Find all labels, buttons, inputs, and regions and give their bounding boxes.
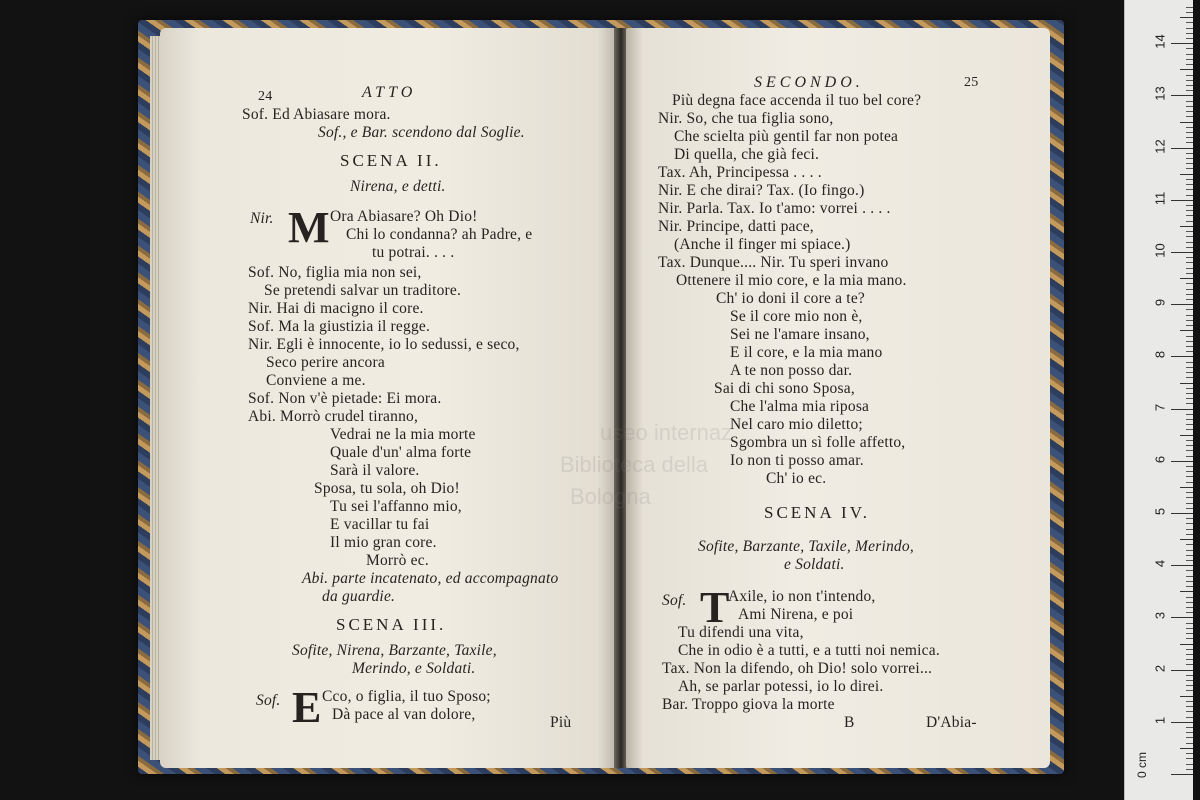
verse-line: Nel caro mio diletto; <box>730 416 863 433</box>
ruler-tick <box>1186 508 1193 509</box>
text-line: Sof. Ed Abiasare mora. <box>242 106 391 123</box>
ruler-tick <box>1186 523 1193 524</box>
ruler-tick <box>1171 95 1193 96</box>
stage-direction: Sofite, Barzante, Taxile, Merindo, <box>698 538 914 555</box>
ruler-tick <box>1186 247 1193 248</box>
ruler-tick <box>1186 685 1193 686</box>
text-line: Nir. Parla. Tax. Io t'amo: vorrei . . . . <box>658 200 891 217</box>
ruler-tick <box>1186 236 1193 237</box>
ruler-number: 10 <box>1152 243 1168 258</box>
ruler-tick <box>1180 591 1193 592</box>
verse-line: Quale d'un' alma forte <box>330 444 472 461</box>
ruler-tick <box>1186 482 1193 483</box>
ruler-tick <box>1186 325 1193 326</box>
ruler-tick <box>1171 670 1193 671</box>
stage-direction: e Soldati. <box>784 556 845 573</box>
watermark-line: Biblioteca della <box>560 452 708 477</box>
ruler-tick <box>1186 372 1193 373</box>
ruler-tick <box>1186 362 1193 363</box>
ruler-tick <box>1171 461 1193 462</box>
ruler-tick <box>1186 283 1193 284</box>
ruler-tick <box>1186 706 1193 707</box>
ruler-tick <box>1180 539 1193 540</box>
ruler-tick <box>1186 581 1193 582</box>
verse-line: E il core, e la mia mano <box>730 344 883 361</box>
scene-heading: SCENA II. <box>340 151 442 170</box>
ruler-tick <box>1186 737 1193 738</box>
ruler-tick <box>1186 586 1193 587</box>
ruler-tick <box>1186 127 1193 128</box>
watermark-line: useo internaz <box>600 420 733 445</box>
ruler-tick <box>1186 769 1193 770</box>
ruler-tick <box>1186 659 1193 660</box>
ruler-number: 7 <box>1152 403 1168 411</box>
ruler-tick <box>1186 299 1193 300</box>
ruler-tick <box>1186 294 1193 295</box>
ruler-tick <box>1186 555 1193 556</box>
ruler-tick <box>1186 628 1193 629</box>
text-line: Più degna face accenda il tuo bel core? <box>672 92 922 109</box>
ruler-tick <box>1186 158 1193 159</box>
ruler-tick <box>1186 576 1193 577</box>
verse-line: Ch' io doni il core a te? <box>716 290 865 307</box>
text-line: Tax. Non la difendo, oh Dio! solo vorrei... <box>662 660 933 677</box>
ruler-tick <box>1186 101 1193 102</box>
ruler-tick <box>1186 419 1193 420</box>
ruler-tick <box>1186 315 1193 316</box>
verse-line: Ch' io ec. <box>766 470 827 487</box>
ruler-tick <box>1186 503 1193 504</box>
ruler-tick <box>1180 174 1193 175</box>
left-page <box>160 28 616 768</box>
verse-line: Se il core mio non è, <box>730 308 863 325</box>
ruler-tick <box>1186 414 1193 415</box>
text-line: Ami Nirena, e poi <box>738 606 854 623</box>
ruler-number: 1 <box>1152 716 1168 724</box>
verse-line: E vacillar tu fai <box>330 516 430 533</box>
catchword: Più <box>550 714 572 731</box>
ruler-tick <box>1171 43 1193 44</box>
ruler-tick <box>1186 377 1193 378</box>
verse-line: Che l'alma mia riposa <box>730 398 870 415</box>
text-line: Ah, se parlar potessi, io lo direi. <box>678 678 884 695</box>
ruler-tick <box>1186 320 1193 321</box>
text-line: Nir. Egli è innocente, io lo sedussi, e seco, <box>248 336 520 353</box>
ruler-tick <box>1186 398 1193 399</box>
ruler-tick <box>1186 711 1193 712</box>
ruler-tick <box>1186 466 1193 467</box>
ruler-tick <box>1186 12 1193 13</box>
ruler-tick <box>1186 137 1193 138</box>
ruler-tick <box>1186 85 1193 86</box>
text-line: Bar. Troppo giova la morte <box>662 696 835 713</box>
text-line: Nir. E che dirai? Tax. (Io fingo.) <box>658 182 865 199</box>
ruler-tick <box>1186 550 1193 551</box>
ruler-tick <box>1186 309 1193 310</box>
ruler-tick <box>1186 336 1193 337</box>
text-line: Di quella, che già feci. <box>674 146 820 163</box>
ruler-tick <box>1186 456 1193 457</box>
ruler-tick <box>1171 304 1193 305</box>
ruler-tick <box>1171 409 1193 410</box>
ruler-tick <box>1186 28 1193 29</box>
ruler-tick <box>1186 231 1193 232</box>
ruler-tick <box>1186 163 1193 164</box>
ruler-tick <box>1180 696 1193 697</box>
ruler-tick <box>1180 17 1193 18</box>
ruler-tick <box>1186 33 1193 34</box>
stage-direction: da guardie. <box>322 588 396 605</box>
ruler-tick <box>1186 753 1193 754</box>
ruler-number: 6 <box>1152 455 1168 463</box>
ruler-tick <box>1186 257 1193 258</box>
verse-line: Sarà il valore. <box>330 462 420 479</box>
ruler-tick <box>1186 210 1193 211</box>
ruler-tick <box>1186 75 1193 76</box>
ruler-tick <box>1186 717 1193 718</box>
verse-line: Sposa, tu sola, oh Dio! <box>314 480 460 497</box>
stage-direction: Sof., e Bar. scendono dal Soglie. <box>318 124 525 141</box>
ruler-number: 5 <box>1152 507 1168 516</box>
ruler-tick <box>1180 383 1193 384</box>
text-line: Che in odio è a tutti, e a tutti noi nemica. <box>678 642 940 659</box>
ruler-number: 13 <box>1152 86 1168 102</box>
text-line: Tu difendi una vita, <box>678 624 804 641</box>
ruler-tick <box>1186 497 1193 498</box>
ruler-tick <box>1186 664 1193 665</box>
ruler-tick <box>1186 445 1193 446</box>
ruler-tick <box>1186 424 1193 425</box>
speaker: Nir. <box>250 210 274 227</box>
ruler-tick <box>1186 570 1193 571</box>
ruler-tick <box>1186 758 1193 759</box>
verse-line: A te non posso dar. <box>730 362 853 379</box>
verse-line: Sai di chi sono Sposa, <box>714 380 855 397</box>
ruler-tick <box>1186 654 1193 655</box>
verse-line: Morrò ec. <box>366 552 429 569</box>
ruler-tick <box>1186 534 1193 535</box>
verse-line: Sgombra un sì folle affetto, <box>730 434 906 451</box>
ruler-tick <box>1171 617 1193 618</box>
running-head-right: SECONDO. <box>754 74 864 91</box>
ruler-unit-label: 0 cm <box>1135 751 1150 779</box>
ruler-tick <box>1186 403 1193 404</box>
verse-line: Vedrai ne la mia morte <box>330 426 476 443</box>
ruler-tick <box>1186 440 1193 441</box>
ruler-tick <box>1186 638 1193 639</box>
ruler-number: 11 <box>1152 191 1168 206</box>
text-line: Tax. Ah, Principessa . . . . <box>658 164 822 181</box>
ruler-number: 4 <box>1152 560 1168 568</box>
ruler-tick <box>1180 435 1193 436</box>
ruler-tick <box>1171 722 1193 723</box>
stage-direction: Nirena, e detti. <box>350 178 446 195</box>
stage-direction: Merindo, e Soldati. <box>352 660 476 677</box>
ruler-tick <box>1186 393 1193 394</box>
ruler-tick <box>1186 518 1193 519</box>
ruler-tick <box>1186 351 1193 352</box>
ruler-tick <box>1186 602 1193 603</box>
ruler-tick <box>1186 48 1193 49</box>
ruler-tick <box>1186 612 1193 613</box>
scene-heading: SCENA III. <box>336 615 447 634</box>
ruler-tick <box>1186 195 1193 196</box>
ruler-tick <box>1186 289 1193 290</box>
text-line: Sof. No, figlia mia non sei, <box>248 264 422 281</box>
ruler-tick <box>1186 607 1193 608</box>
text-line: Cco, o figlia, il tuo Sposo; <box>322 688 491 705</box>
ruler-tick <box>1186 168 1193 169</box>
page-number-left: 24 <box>258 89 273 104</box>
ruler-tick <box>1186 22 1193 23</box>
measurement-ruler <box>1124 0 1193 800</box>
ruler-tick <box>1186 242 1193 243</box>
watermark-line: Bologna <box>570 484 651 509</box>
right-page <box>626 28 1050 768</box>
ruler-tick <box>1186 205 1193 206</box>
ruler-tick <box>1186 346 1193 347</box>
catchword: D'Abia- <box>926 714 977 731</box>
text-line: Nir. So, che tua figlia sono, <box>658 110 834 127</box>
ruler-tick <box>1186 189 1193 190</box>
ruler-tick <box>1186 429 1193 430</box>
ruler-tick <box>1186 184 1193 185</box>
ruler-tick <box>1171 565 1193 566</box>
verse-line: Io non ti posso amar. <box>730 452 864 469</box>
ruler-tick <box>1180 748 1193 749</box>
ruler-tick <box>1186 132 1193 133</box>
speaker: Sof. <box>256 692 281 709</box>
ruler-tick <box>1186 743 1193 744</box>
ruler-tick <box>1186 106 1193 107</box>
stage-direction: Abi. parte incatenato, ed accompagnato <box>302 570 559 587</box>
text-line: Axile, io non t'intendo, <box>728 588 876 605</box>
ruler-tick <box>1180 487 1193 488</box>
ruler-tick <box>1171 148 1193 149</box>
ruler-tick <box>1186 764 1193 765</box>
ruler-tick <box>1186 7 1193 8</box>
ruler-tick <box>1186 727 1193 728</box>
ruler-number: 14 <box>1152 34 1168 49</box>
ruler-tick <box>1186 142 1193 143</box>
ruler-number: 2 <box>1152 664 1168 672</box>
ruler-tick <box>1186 153 1193 154</box>
text-line: Sof. Ma la giustizia il regge. <box>248 318 431 335</box>
drop-cap: T <box>700 583 730 632</box>
text-line: Tax. Dunque.... Nir. Tu speri invano <box>658 254 889 271</box>
ruler-tick <box>1186 732 1193 733</box>
ruler-tick <box>1180 330 1193 331</box>
ruler-tick <box>1171 200 1193 201</box>
ruler-tick <box>1186 221 1193 222</box>
ruler-tick <box>1186 597 1193 598</box>
ruler-number: 3 <box>1152 612 1168 620</box>
text-line: Ottenere il mio core, e la mia mano. <box>676 272 907 289</box>
ruler-tick <box>1186 215 1193 216</box>
text-line: Conviene a me. <box>266 372 366 389</box>
text-line: Nir. Hai di macigno il core. <box>248 300 424 317</box>
ruler-tick <box>1171 513 1193 514</box>
text-line: Ora Abiasare? Oh Dio! <box>330 208 478 225</box>
ruler-tick <box>1180 278 1193 279</box>
text-line: Se pretendi salvar un traditore. <box>264 282 462 299</box>
text-line: tu potrai. . . . <box>372 244 455 261</box>
ruler-tick <box>1186 701 1193 702</box>
ruler-tick <box>1180 122 1193 123</box>
ruler-tick <box>1186 59 1193 60</box>
ruler-tick <box>1186 633 1193 634</box>
stage-direction: Sofite, Nirena, Barzante, Taxile, <box>292 642 497 659</box>
running-head-left: ATTO <box>362 84 417 101</box>
ruler-tick <box>1186 623 1193 624</box>
ruler-tick <box>1186 38 1193 39</box>
text-line: Che scielta più gentil far non potea <box>674 128 899 145</box>
ruler-tick <box>1186 492 1193 493</box>
text-line: Nir. Principe, datti pace, <box>658 218 814 235</box>
page-number-right: 25 <box>964 75 979 90</box>
text-line: Sof. Non v'è pietade: Ei mora. <box>248 390 442 407</box>
verse-line: Tu sei l'affanno mio, <box>330 498 462 515</box>
ruler-tick <box>1186 529 1193 530</box>
verse-line: Il mio gran core. <box>330 534 437 551</box>
drop-cap: M <box>288 203 330 252</box>
text-line: Seco perire ancora <box>266 354 385 371</box>
ruler-tick <box>1186 116 1193 117</box>
ruler-tick <box>1180 226 1193 227</box>
signature-mark: B <box>844 714 855 731</box>
verse-line: Sei ne l'amare insano, <box>730 326 870 343</box>
ruler-tick <box>1171 356 1193 357</box>
ruler-tick <box>1186 560 1193 561</box>
ruler-tick <box>1186 90 1193 91</box>
ruler-number: 12 <box>1152 138 1168 154</box>
ruler-tick <box>1180 644 1193 645</box>
ruler-tick <box>1186 476 1193 477</box>
speaker: Sof. <box>662 592 687 609</box>
ruler-tick <box>1186 367 1193 368</box>
ruler-tick <box>1186 273 1193 274</box>
ruler-tick <box>1186 649 1193 650</box>
text-line: (Anche il finger mi spiace.) <box>674 236 851 253</box>
text-line: Chi lo condanna? ah Padre, e <box>346 226 533 243</box>
ruler-tick <box>1186 341 1193 342</box>
ruler-tick <box>1171 774 1193 775</box>
ruler-tick <box>1180 69 1193 70</box>
ruler-tick <box>1186 54 1193 55</box>
ruler-tick <box>1171 252 1193 253</box>
ruler-tick <box>1186 544 1193 545</box>
ruler-tick <box>1186 64 1193 65</box>
ruler-tick <box>1186 80 1193 81</box>
ruler-number: 8 <box>1152 351 1168 359</box>
ruler-tick <box>1186 471 1193 472</box>
text-line: Abi. Morrò crudel tiranno, <box>248 408 419 425</box>
drop-cap: E <box>292 683 322 732</box>
ruler-tick <box>1186 179 1193 180</box>
text-line: Dà pace al van dolore, <box>332 706 476 723</box>
ruler-tick <box>1186 675 1193 676</box>
ruler-tick <box>1186 388 1193 389</box>
scene-heading: SCENA IV. <box>764 503 871 522</box>
ruler-tick <box>1186 268 1193 269</box>
ruler-tick <box>1186 690 1193 691</box>
ruler-tick <box>1186 450 1193 451</box>
ruler-tick <box>1186 111 1193 112</box>
ruler-tick <box>1186 262 1193 263</box>
ruler-tick <box>1186 680 1193 681</box>
ruler-number: 9 <box>1152 299 1168 307</box>
